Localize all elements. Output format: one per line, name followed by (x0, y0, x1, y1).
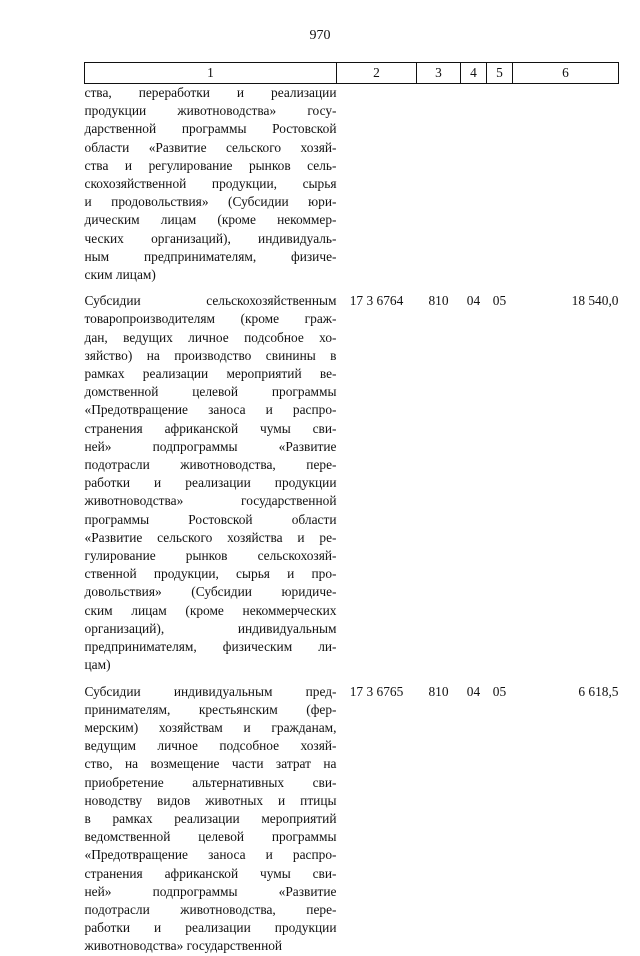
spacer-cell (85, 675, 337, 683)
section-cell: 04 (466, 683, 481, 699)
spacer-cell (417, 284, 461, 292)
description-line: домственной целевой программы (84, 384, 337, 400)
description-cell (85, 683, 337, 956)
description-line: ским лицам) (84, 267, 156, 283)
section-cell (461, 84, 487, 285)
description-line: дическим лицам (кроме некоммер- (84, 212, 337, 228)
description-line: ным предпринимателям, физиче- (84, 248, 337, 264)
description-line: ней» подпрограммы «Развитие (84, 883, 337, 899)
spacer-cell (487, 675, 513, 683)
description-line: ства, переработки и реализации (84, 85, 337, 100)
expense-type-cell: 810 (428, 683, 449, 699)
table-row (85, 84, 619, 285)
description-line: программы Ростовской области (84, 511, 337, 527)
description-line: в рамках реализации мероприятий (84, 810, 337, 826)
description-line: мерским) хозяйствам и гражданам, (84, 719, 337, 735)
target-article-cell: 17 3 6764 (349, 293, 404, 309)
amount-cell: 18 540,0 (571, 293, 619, 309)
expense-type-cell: 810 (428, 293, 449, 309)
description-line: ведущим личное подсобное хозяй- (84, 738, 337, 754)
description-line: странения африканской чумы сви- (84, 865, 337, 881)
subsection-cell (487, 84, 513, 285)
column-header: 4 (461, 63, 487, 84)
expense-type-cell (417, 84, 461, 285)
column-header: 6 (513, 63, 619, 84)
table-header-row (85, 63, 619, 84)
description-line: подотрасли животноводства, пере- (84, 457, 337, 473)
description-line: организаций), индивидуальным (84, 620, 337, 636)
description-line: животноводства» государственной (84, 938, 283, 954)
section-cell: 04 (466, 293, 481, 309)
description-line: дан, ведущих личное подсобное хо- (84, 329, 337, 345)
description-line: подотрасли животноводства, пере- (84, 901, 337, 917)
description-line: ства и регулирование рынков сель- (84, 157, 337, 173)
amount-cell (513, 84, 619, 285)
description-cell (85, 84, 337, 285)
description-line: приобретение альтернативных сви- (84, 774, 337, 790)
description-line: «Развитие сельского хозяйства и ре- (84, 529, 337, 545)
description-line: рамках реализации мероприятий ве- (84, 366, 337, 382)
spacer-cell (513, 675, 619, 683)
description-line: довольствия» (Субсидии юридиче- (84, 584, 337, 600)
description-line: ственной продукции, сырья и про- (84, 566, 337, 582)
description-line: продукции животноводства» госу- (84, 103, 337, 119)
column-header: 3 (417, 63, 461, 84)
description-line: дарственной программы Ростовской (84, 121, 337, 137)
spacer-cell (85, 284, 337, 292)
description-line: ство, на возмещение части затрат на (84, 756, 337, 772)
subsection-cell: 05 (492, 683, 507, 699)
description-line: Субсидии сельскохозяйственным (84, 293, 337, 309)
description-line: ским лицам (кроме некоммерческих (84, 602, 337, 618)
spacer-cell (461, 284, 487, 292)
description-line: цам) (84, 657, 111, 673)
description-line: работки и реализации продукции (84, 475, 337, 491)
spacer-cell (417, 675, 461, 683)
spacer-cell (337, 284, 417, 292)
column-header: 1 (85, 63, 337, 84)
description-line: зяйство) на производство свинины в (84, 347, 337, 363)
description-line: работки и реализации продукции (84, 920, 337, 936)
description-line: странения африканской чумы сви- (84, 420, 337, 436)
description-line: предпринимателям, физическим ли- (84, 639, 337, 655)
description-line: товаропроизводителям (кроме граж- (84, 311, 337, 327)
description-line: «Предотвращение заноса и распро- (84, 847, 337, 863)
spacer-cell (337, 675, 417, 683)
column-header: 5 (487, 63, 513, 84)
description-line: скохозяйственной продукции, сырья (84, 176, 337, 192)
spacer-cell (487, 284, 513, 292)
description-line: ведомственной целевой программы (84, 829, 337, 845)
target-article-cell: 17 3 6765 (349, 683, 404, 699)
description-line: Субсидии индивидуальным пред- (84, 683, 337, 699)
page-number: 970 (309, 28, 331, 43)
description-line: ческих организаций), индивидуаль- (84, 230, 337, 246)
table-body (85, 84, 619, 956)
row-spacer (85, 284, 619, 292)
column-header: 2 (337, 63, 417, 84)
budget-table (84, 62, 619, 956)
description-line: гулирование рынков сельскохозяй- (84, 548, 337, 564)
subsection-cell: 05 (492, 293, 507, 309)
amount-cell: 6 618,5 (578, 683, 619, 699)
description-line: принимателям, крестьянским (фер- (84, 701, 337, 717)
description-line: «Предотвращение заноса и распро- (84, 402, 337, 418)
spacer-cell (461, 675, 487, 683)
description-line: области «Развитие сельского хозяй- (84, 139, 337, 155)
table-row (85, 292, 619, 674)
target-article-cell (337, 84, 417, 285)
table-row (85, 683, 619, 956)
row-spacer (85, 675, 619, 683)
description-cell (85, 292, 337, 674)
description-line: новодству видов животных и птицы (84, 792, 337, 808)
description-line: ней» подпрограммы «Развитие (84, 438, 337, 454)
description-line: и продовольствия» (Субсидии юри- (84, 194, 337, 210)
description-line: животноводства» государственной (84, 493, 337, 509)
spacer-cell (513, 284, 619, 292)
